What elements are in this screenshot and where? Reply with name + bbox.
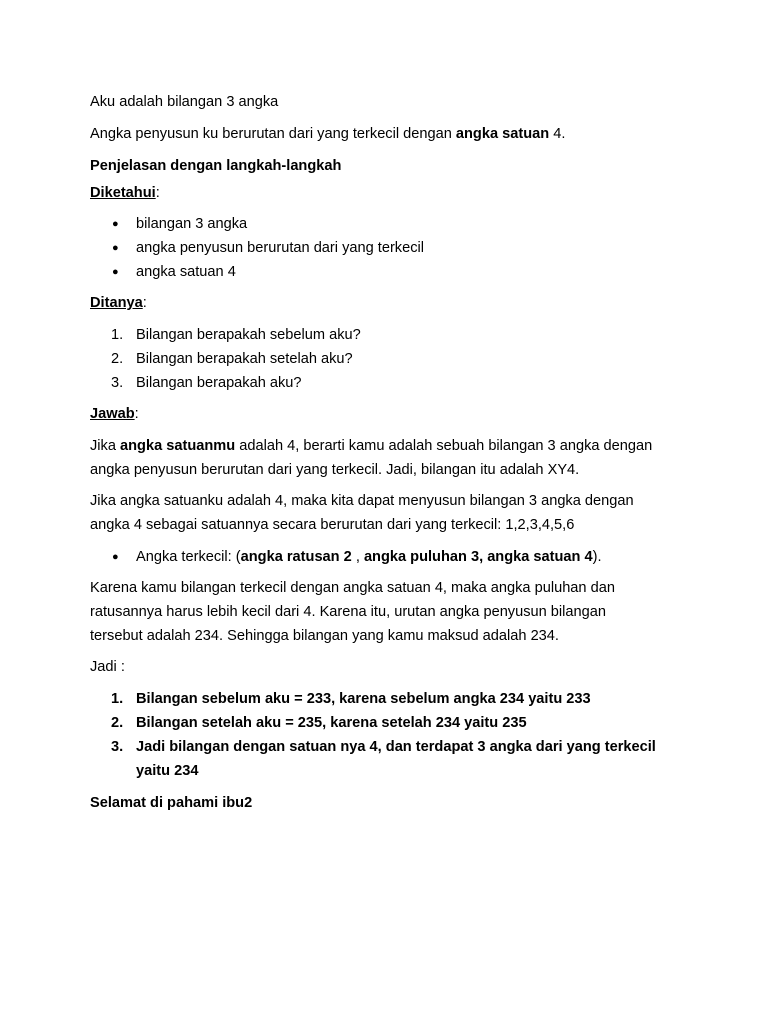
ditanya-heading (90, 294, 147, 312)
list-item-text: Bilangan berapakah setelah aku? (136, 351, 353, 367)
list-item-text: Bilangan sebelum aku = 233, karena sebelum angka 234 yaitu 233 (136, 691, 591, 707)
statement-post: 4. (549, 126, 566, 142)
list-item-text: angka satuan 4 (136, 264, 236, 280)
list-number: 3. (111, 739, 124, 755)
list-number: 1. (111, 327, 124, 343)
closing-text: Selamat di pahami ibu2 (90, 795, 253, 811)
list-item (90, 263, 690, 281)
list-item (90, 239, 690, 257)
list-number: 2. (111, 351, 124, 367)
list-item (90, 714, 700, 732)
diketahui-colon: : (155, 185, 160, 201)
text-pre: Angka terkecil: ( (136, 549, 241, 565)
ditanya-label: Ditanya (90, 295, 143, 311)
paragraph-text: adalah 4, berarti kamu adalah sebuah bilangan 3 angka dengan (235, 438, 653, 454)
list-item-text: Bilangan berapakah aku? (136, 375, 302, 391)
list-item-text: Bilangan setelah aku = 235, karena setelah 234 yaitu 235 (136, 715, 527, 731)
list-item (90, 738, 700, 780)
list-item (90, 350, 690, 368)
list-number: 3. (111, 375, 124, 391)
bullet-icon: ● (112, 551, 119, 563)
list-item (90, 326, 690, 344)
section-heading: Penjelasan dengan langkah-langkah (90, 158, 342, 174)
jawab-label: Jawab (90, 406, 135, 422)
bullet-icon: ● (112, 242, 119, 254)
statement-pre: Angka penyusun ku berurutan dari yang terkecil dengan (90, 126, 456, 142)
list-number: 2. (111, 715, 124, 731)
paragraph-2-line-2: angka 4 sebagai satuannya secara berurutan dari yang terkecil: 1,2,3,4,5,6 (90, 517, 575, 533)
ditanya-colon: : (142, 295, 147, 311)
paragraph-2-line-1: Jika angka satuanku adalah 4, maka kita dapat menyusun bilangan 3 angka dengan (90, 493, 634, 509)
intro-text: Aku adalah bilangan 3 angka (90, 94, 279, 110)
jadi-label: Jadi : (90, 659, 125, 675)
paragraph-text: Jika (90, 438, 121, 454)
diketahui-heading (90, 184, 160, 202)
paragraph-bold: angka satuanmu (120, 438, 236, 454)
paragraph-3-line-1: Karena kamu bilangan terkecil dengan angka satuan 4, maka angka puluhan dan (90, 580, 615, 596)
list-item-text-continued: yaitu 234 (136, 763, 199, 779)
list-item (90, 374, 690, 392)
paragraph-3-line-2: ratusannya harus lebih kecil dari 4. Karena itu, urutan angka penyusun bilangan (90, 604, 606, 620)
statement-text (90, 125, 565, 143)
paragraph-3-line-3: tersebut adalah 234. Sehingga bilangan yang kamu maksud adalah 234. (90, 628, 559, 644)
text-mid: , (351, 549, 364, 565)
paragraph-1-line-2: angka penyusun berurutan dari yang terkecil. Jadi, bilangan itu adalah XY4. (90, 462, 580, 478)
statement-bold: angka satuan (455, 126, 550, 142)
list-item-text (136, 548, 602, 566)
jawab-heading (90, 405, 139, 423)
jawab-colon: : (134, 406, 139, 422)
list-item (90, 690, 700, 708)
list-item-text: Bilangan berapakah sebelum aku? (136, 327, 361, 343)
list-item (90, 215, 690, 233)
bullet-icon: ● (112, 218, 119, 230)
text-post: ). (592, 549, 602, 565)
list-number: 1. (111, 691, 124, 707)
text-bold: angka ratusan 2 (240, 549, 352, 565)
bullet-icon: ● (112, 266, 119, 278)
list-item-text: Jadi bilangan dengan satuan nya 4, dan terdapat 3 angka dari yang terkecil (136, 739, 656, 755)
list-item-text: bilangan 3 angka (136, 216, 248, 232)
text-bold: angka puluhan 3, angka satuan 4 (363, 549, 593, 565)
diketahui-label: Diketahui (90, 185, 156, 201)
list-item-text: angka penyusun berurutan dari yang terkecil (136, 240, 425, 256)
paragraph-1-line-1 (90, 437, 652, 455)
list-item (90, 548, 700, 566)
